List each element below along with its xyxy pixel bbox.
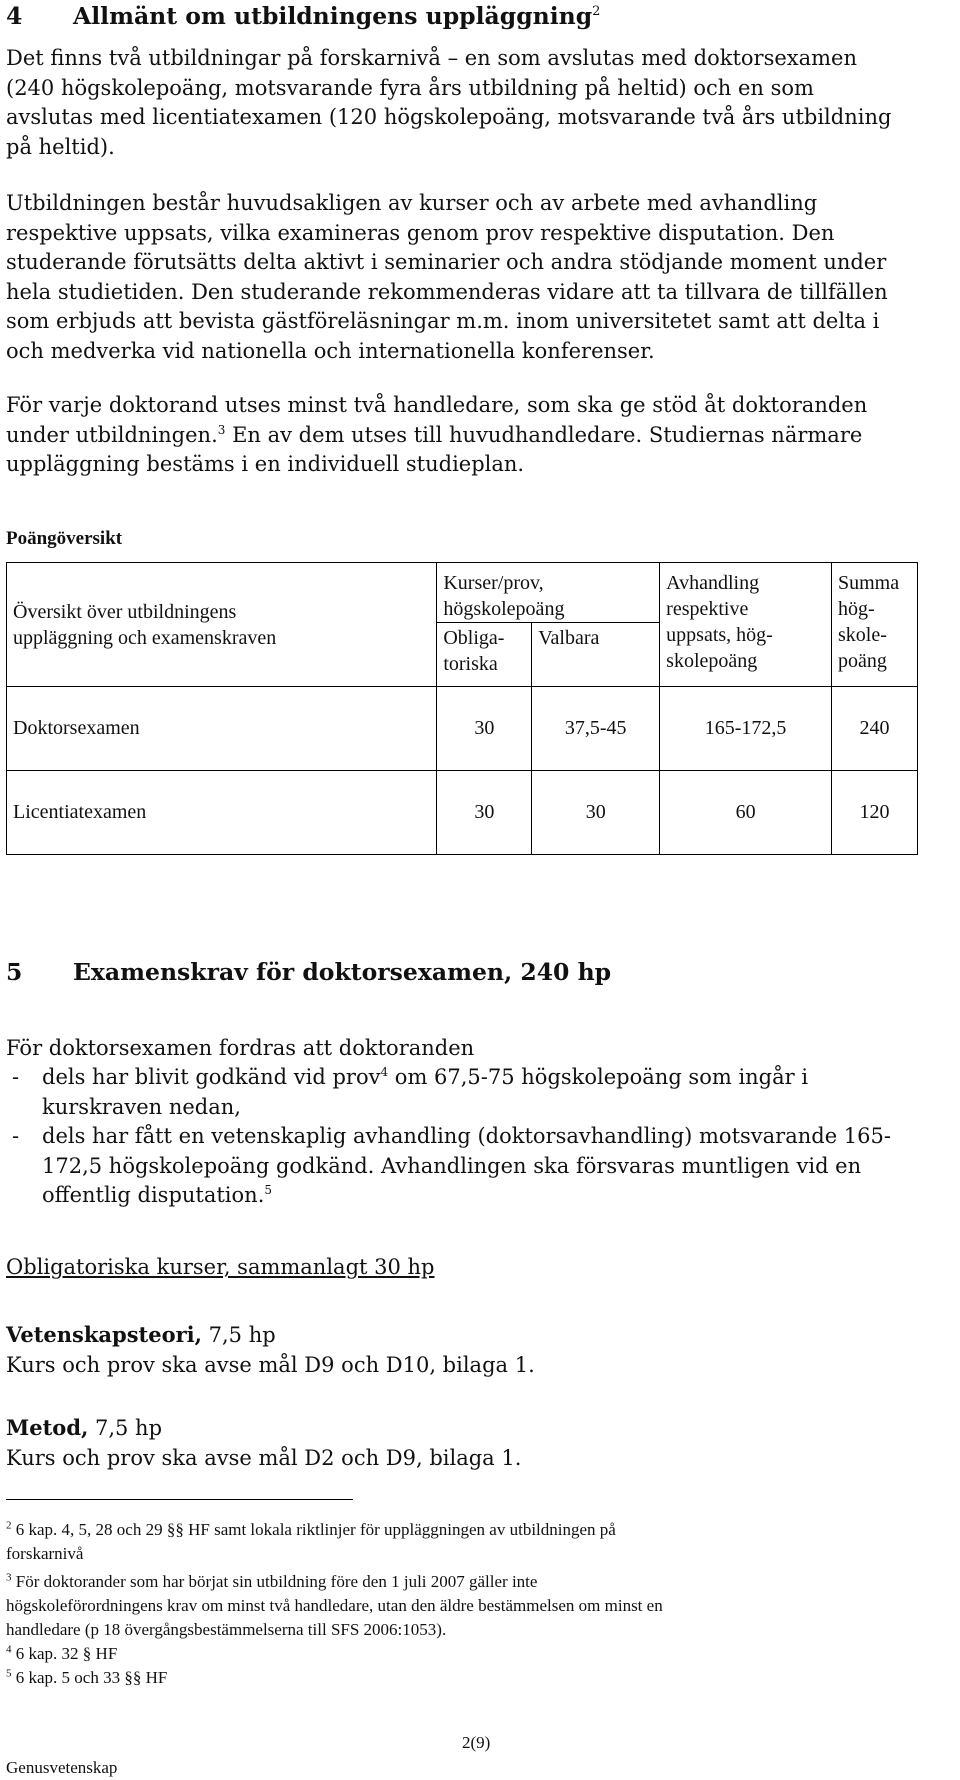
table-description-cell	[7, 563, 437, 687]
text-line: respektive	[666, 598, 749, 620]
row-name-cell: Licentiatexamen	[7, 771, 437, 855]
text-line: Summa	[838, 572, 900, 594]
text-line: (240 högskolepoäng, motsvarande fyra års utbildning på heltid) och en som	[6, 75, 814, 100]
text-span: om 67,5-75 högskolepoäng som ingår i	[388, 1065, 809, 1089]
course-description: Kurs och prov ska avse mål D2 och D9, bilaga 1.	[6, 1445, 522, 1470]
course-block	[6, 1413, 956, 1473]
elective-header-cell	[532, 623, 660, 687]
list-item	[42, 1063, 808, 1093]
text-line: skole-	[838, 624, 887, 646]
footnote-3	[6, 1570, 946, 1594]
text-line	[6, 421, 956, 451]
text-line: handledare (p 18 övergångsbestämmelserna till SFS 2006:1053).	[6, 1620, 447, 1639]
section-5-heading	[6, 958, 611, 986]
section-4-heading	[6, 2, 600, 30]
text-line: studerande förutsätts delta aktivt i seminarier och andra stödjande moment under	[6, 250, 887, 274]
sum-value-cell: 240	[832, 687, 918, 771]
text-span: dels har blivit godkänd vid prov	[42, 1065, 381, 1089]
section-number: 4	[6, 2, 23, 30]
footnote-5	[6, 1666, 946, 1690]
footnote-ref: 4	[380, 1065, 389, 1079]
text-span: under utbildningen.	[6, 422, 218, 447]
text-line: Kurser/prov,	[443, 572, 544, 594]
text-span: offentlig disputation.	[42, 1183, 265, 1207]
text-line: uppläggning och examenskraven	[13, 626, 277, 649]
footnote-ref: 2	[592, 4, 601, 20]
course-block	[6, 1320, 956, 1380]
text-line: på heltid).	[6, 134, 115, 159]
text-line: hög-	[838, 598, 875, 620]
text-line: poäng	[838, 650, 887, 672]
list-item-continuation: 172,5 högskolepoäng godkänd. Avhandlingen ska försvaras muntligen vid en	[42, 1153, 862, 1178]
course-points: 7,5 hp	[201, 1323, 276, 1347]
elective-value-cell: 37,5-45	[532, 687, 660, 771]
text-line: toriska	[443, 653, 498, 675]
footnote-number: 4	[6, 1643, 12, 1656]
footnote-number: 2	[6, 1519, 12, 1532]
text-line: hela studietiden. Den studerande rekommenderas vidare att ta tillvara de tillfällen	[6, 279, 888, 304]
sum-value-cell: 120	[832, 771, 918, 855]
table-row	[7, 771, 918, 855]
department-name: Genusvetenskap	[6, 1758, 118, 1777]
course-name: Metod,	[6, 1415, 89, 1440]
mandatory-header-cell	[437, 623, 532, 687]
text-line: och medverka vid nationella och internationella konferenser.	[6, 338, 655, 363]
thesis-header-cell	[660, 563, 832, 687]
text-line: Obliga-	[443, 627, 505, 649]
text-span: För doktorander som har börjat sin utbildning före den 1 juli 2007 gäller inte	[11, 1572, 538, 1591]
course-name: Vetenskapsteori,	[6, 1322, 202, 1347]
text-line: uppsats, hög-	[666, 624, 773, 646]
mandatory-courses-heading: Obligatoriska kurser, sammanlagt 30 hp	[6, 1255, 435, 1279]
thesis-value-cell: 165-172,5	[660, 687, 832, 771]
footnote-ref: 5	[264, 1183, 273, 1197]
text-line: respektive uppsats, vilka examineras genom prov respektive disputation. Den	[6, 220, 835, 245]
course-description: Kurs och prov ska avse mål D9 och D10, bilaga 1.	[6, 1352, 535, 1377]
footnote-4	[6, 1642, 946, 1666]
text-line: avslutas med licentiatexamen (120 högskolepoäng, motsvarande två års utbildning	[6, 105, 892, 129]
course-points: 7,5 hp	[88, 1416, 163, 1440]
section-title: Allmänt om utbildningens uppläggning	[73, 2, 593, 30]
list-item-continuation: kurskraven nedan,	[42, 1094, 241, 1119]
text-line: För varje doktorand utses minst två handledare, som ska ge stöd åt doktoranden	[6, 393, 868, 417]
text-line: högskoleförordningens krav om minst två handledare, utan den äldre bestämmelsen om minst en	[6, 1596, 663, 1615]
text-span: 6 kap. 4, 5, 28 och 29 §§ HF samt lokala riktlinjer för uppläggningen av utbildningen på	[11, 1520, 616, 1539]
section-title: Examenskrav för doktorsexamen, 240 hp	[73, 958, 612, 986]
mandatory-value-cell: 30	[437, 687, 532, 771]
list-item: dels har fått en vetenskaplig avhandling (doktorsavhandling) motsvarande 165-	[42, 1124, 891, 1148]
text-line: uppläggning bestäms i en individuell studieplan.	[6, 452, 525, 476]
text-line: Utbildningen består huvudsakligen av kurser och av arbete med avhandling	[6, 191, 818, 215]
table-header-row	[7, 563, 918, 623]
text-span: En av dem utses till huvudhandledare. Studiernas närmare	[225, 422, 863, 447]
text-line: skolepoäng	[666, 650, 758, 672]
courses-header-cell	[437, 563, 660, 623]
mandatory-value-cell: 30	[437, 771, 532, 855]
text-span: 6 kap. 32 § HF	[11, 1644, 118, 1663]
footnotes	[6, 1518, 946, 1690]
requirements-intro: För doktorsexamen fordras att doktoranden	[6, 1036, 475, 1060]
footnote-number: 5	[6, 1667, 12, 1680]
list-dash: -	[12, 1065, 20, 1089]
text-line: högskolepoäng	[443, 598, 565, 620]
footnote-separator	[6, 1499, 353, 1500]
requirements-list	[6, 1063, 956, 1213]
text-line: forskarnivå	[6, 1544, 84, 1563]
paragraph-education-content	[6, 189, 956, 366]
paragraph-supervisors	[6, 391, 956, 480]
section-number: 5	[6, 958, 23, 986]
text-line: Det finns två utbildningar på forskarnivå – en som avslutas med doktorsexamen	[6, 46, 858, 70]
footnote-ref: 3	[217, 422, 226, 437]
footnote-2	[6, 1518, 946, 1542]
text-line: Översikt över utbildningens	[13, 600, 237, 623]
text-line: Valbara	[538, 627, 600, 649]
course-title	[6, 1320, 956, 1351]
points-overview-table	[6, 562, 918, 855]
list-item-continuation	[42, 1181, 272, 1211]
sum-header-cell	[832, 563, 918, 687]
text-span: 6 kap. 5 och 33 §§ HF	[11, 1668, 168, 1687]
course-title	[6, 1413, 956, 1444]
footnote-number: 3	[6, 1571, 12, 1584]
text-line: Avhandling	[666, 572, 760, 594]
thesis-value-cell: 60	[660, 771, 832, 855]
paragraph-programmes	[6, 44, 956, 162]
row-name-cell: Doktorsexamen	[7, 687, 437, 771]
table-row	[7, 687, 918, 771]
page-number: 2(9)	[462, 1733, 491, 1752]
text-line: som erbjuds att bevista gästföreläsningar m.m. inom universitetet samt att delta i	[6, 309, 880, 333]
list-dash: -	[12, 1124, 20, 1148]
table-label: Poängöversikt	[6, 528, 123, 549]
elective-value-cell: 30	[532, 771, 660, 855]
